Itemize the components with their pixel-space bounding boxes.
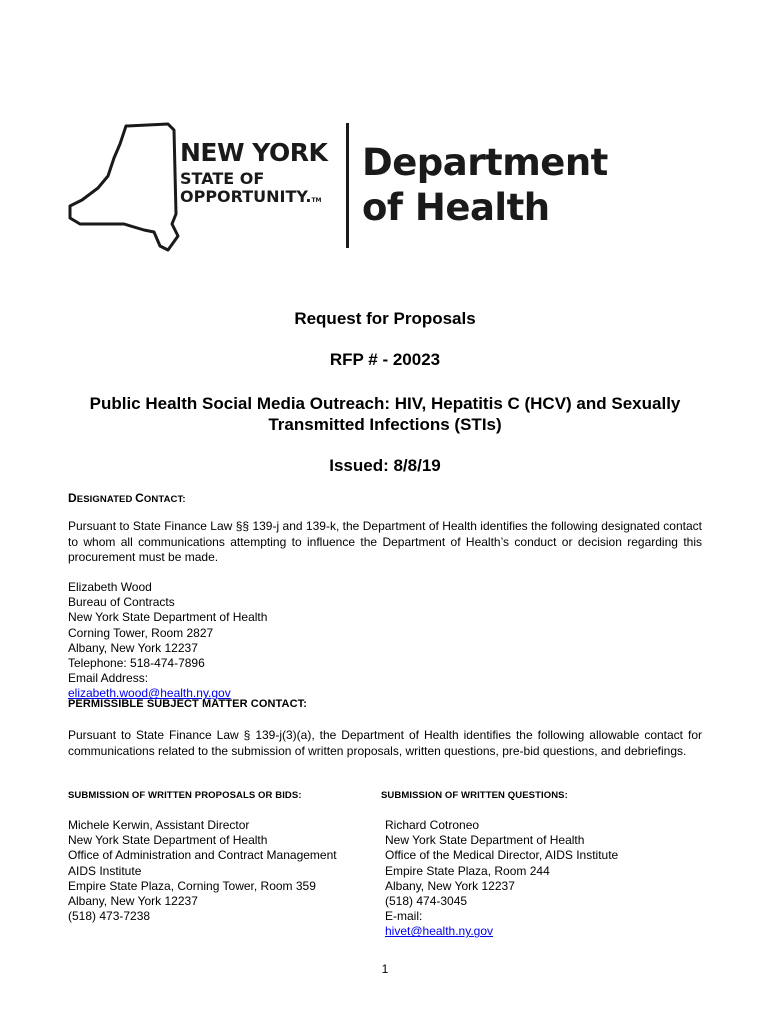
address-line: Albany, New York 12237 (68, 894, 198, 909)
email-line: E-mail: hivet@health.ny.gov (385, 909, 494, 939)
address-line: Elizabeth Wood (68, 580, 152, 594)
address-line: New York State Department of Health (68, 833, 268, 848)
letterhead-logo (64, 118, 624, 258)
email-line: Email Address: elizabeth.wood@health.ny.gov (68, 671, 231, 701)
address-line: Empire State Plaza, Corning Tower, Room 359 (68, 878, 316, 893)
address-line: New York State Department of Health (68, 610, 268, 625)
address-line: Empire State Plaza, Room 244 (385, 863, 550, 878)
issued-date: Issued: 8/8/19 (329, 456, 441, 475)
rfp-number: RFP # - 20023 (329, 350, 441, 369)
address-line: AIDS Institute (68, 863, 142, 878)
address-line: (518) 473-7238 (68, 909, 151, 924)
address-line: Office of Administration and Contract Management (68, 848, 337, 863)
dept-line1: Department (362, 141, 608, 184)
permissible-contact-paragraph: Pursuant to State Finance Law § 139-j(3)(a), the Department of Health identifies the following allowable contact for communications related to the submission of written proposals, written questions, pre-bid questions, and debriefings. (68, 728, 702, 758)
department-wordmark (362, 140, 608, 230)
address-line: Albany, New York 12237 (385, 878, 515, 893)
address-line: (518) 474-3045 (385, 894, 468, 909)
ny-state-wordmark (180, 140, 327, 205)
address-line: Office of the Medical Director, AIDS Institute (385, 848, 619, 863)
designated-contact-paragraph: Pursuant to State Finance Law §§ 139-j and 139-k, the Department of Health identifies the following designated contact to whom all communications attempting to influence the Department of Health’s conduct or decision regarding this procurement must be made. (68, 519, 702, 564)
page-number: 1 (381, 962, 389, 976)
logo-divider (346, 123, 349, 248)
address-line: Richard Cotroneo (385, 818, 480, 832)
address-line: New York State Department of Health (385, 833, 585, 848)
permissible-contact-heading: PERMISSIBLE SUBJECT MATTER CONTACT: (68, 698, 307, 710)
trademark-mark: TM (311, 197, 322, 204)
questions-email-link[interactable]: hivet@health.ny.gov (385, 924, 494, 939)
proposals-heading: SUBMISSION OF WRITTEN PROPOSALS OR BIDS: (68, 790, 302, 801)
ny-state-outline-icon (64, 118, 184, 258)
questions-heading: SUBMISSION OF WRITTEN QUESTIONS: (381, 790, 568, 801)
address-line: Telephone: 518-474-7896 (68, 656, 205, 671)
designated-contact-email-link[interactable]: elizabeth.wood@health.ny.gov (68, 686, 231, 701)
address-line: Albany, New York 12237 (68, 640, 198, 655)
project-title: Public Health Social Media Outreach: HIV, Hepatitis C (HCV) and Sexually Transmitted Infections (STIs) (89, 394, 681, 434)
proposals-address (68, 818, 337, 924)
designated-contact-heading: DESIGNATED CONTACT: (68, 491, 186, 505)
wordmark-line2: STATE OF (180, 169, 265, 188)
designated-contact-address (68, 580, 267, 702)
wordmark-line3: OPPORTUNITY.TM (180, 187, 322, 206)
wordmark-line1: NEW YORK (180, 138, 328, 167)
questions-address (385, 818, 618, 940)
address-line: Michele Kerwin, Assistant Director (68, 818, 250, 832)
address-line: Corning Tower, Room 2827 (68, 625, 214, 640)
document-title: Request for Proposals (294, 309, 476, 328)
address-line: Bureau of Contracts (68, 595, 175, 610)
dept-line2: of Health (362, 186, 550, 229)
